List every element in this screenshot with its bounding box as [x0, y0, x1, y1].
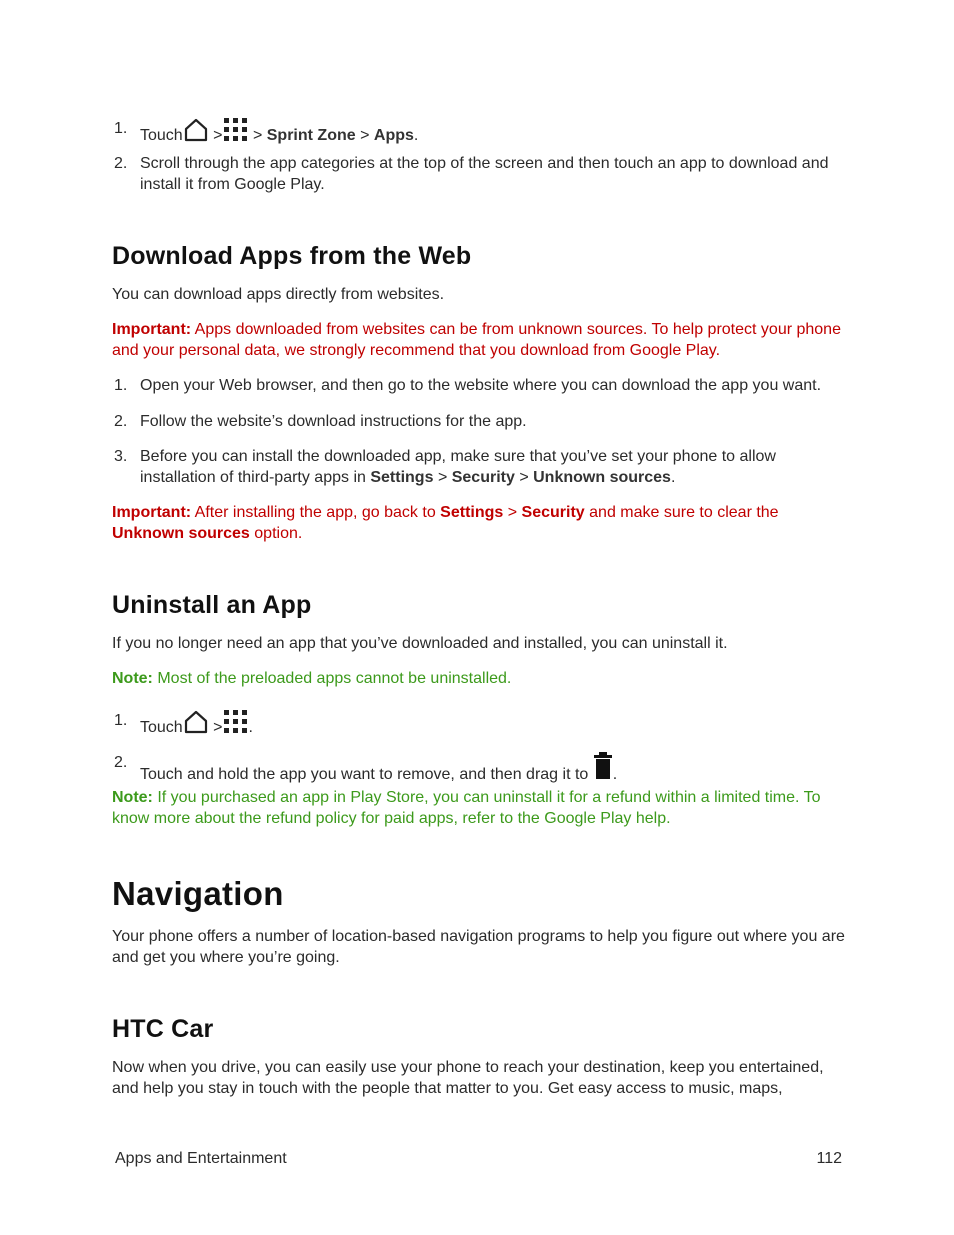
- important-text: Apps downloaded from websites can be from unknown sources. To help protect your phone and your personal data, we strongly recommend that you download from Google Play.: [112, 321, 841, 359]
- note-text: If you purchased an app in Play Store, you can uninstall it for a refund within a limited time. To know more about the refund policy for paid apps, refer to the Google Play help.: [112, 789, 821, 827]
- note-preloaded-apps: [112, 668, 847, 689]
- separator: >: [252, 127, 263, 144]
- sprint-zone-label: Sprint Zone: [266, 127, 356, 144]
- step-number: 1.: [114, 120, 128, 137]
- note-label: Note:: [112, 670, 153, 687]
- footer-chapter-title: Apps and Entertainment: [115, 1150, 287, 1167]
- heading-download-apps-web: Download Apps from the Web: [112, 242, 472, 270]
- unknown-sources-label: Unknown sources: [533, 469, 671, 486]
- navigation-intro: Your phone offers a number of location-based navigation programs to help you figure out where you are and get you where you’re going.: [112, 928, 845, 966]
- note-text: Most of the preloaded apps cannot be uninstalled.: [157, 670, 512, 687]
- manual-page: 1. Touch > > Sprint Zone > Apps. 2. Scroll through the app categories at the top of the screen and then touch an app to download and install it from Google Play. Download Apps from the Web You can download apps directly from websites. Important: Apps downloaded from websites can be from unknown sources. To help protect your phone and your personal data, we strongly recommend that you download from Google Play. 1. Open your Web browser, and then go to the website where you can download the app you want. 2. Follow the website’s download instructions for the app. 3. Before you can install the downloaded app, make sure that you’ve set your phone to allow installation of third-party apps in Settings > Security > Unknown sources. Important: After installing the app, go back to Settings > Security and make sure to clear the Unknown sources option. Uninstall an App If you no longer need an app that you’ve downloaded and installed, you can uninstall it. Note: Most of the preloaded apps cannot be uninstalled. 1. Touch > . 2. Touch and hold the app you want to remove, and then drag it to . Note: If you purchased an app in Play Store, you can uninstall it for a refund within a limited time. To know more about the refund policy for paid apps, refer to the Google Play help. Navigation Your phone offers a number of location-based navigation programs to help you figure out where you are and get you where you’re going. HTC Car Now when you drive, you can easily use your phone to reach your destination, keep you entertained, and help you stay in touch with the people that matter to you. Get easy access to music, maps, Apps and Entertainment 112: [0, 0, 954, 1235]
- home-icon: [183, 710, 209, 740]
- step-number: 3.: [114, 448, 128, 465]
- trash-icon: [593, 752, 613, 786]
- step-number: 1.: [114, 712, 128, 729]
- step-number: 2.: [114, 155, 128, 172]
- step-text: Scroll through the app categories at the top of the screen and then touch an app to download and install it from Google Play.: [140, 155, 829, 193]
- footer-page-number: 112: [816, 1150, 842, 1167]
- separator: >: [437, 469, 448, 486]
- step-text: Open your Web browser, and then go to the website where you can download the app you want.: [140, 377, 822, 394]
- step-text: Follow the website’s download instructions for the app.: [140, 413, 527, 430]
- separator: >: [213, 127, 223, 144]
- download-web-intro: You can download apps directly from websites.: [112, 286, 445, 303]
- step-text-touch: Touch: [140, 127, 183, 144]
- step-number: 2.: [114, 754, 128, 771]
- separator: >: [213, 719, 223, 736]
- security-label: Security: [451, 469, 515, 486]
- heading-uninstall-app: Uninstall an App: [112, 591, 312, 619]
- separator: >: [519, 469, 529, 486]
- important-label: Important:: [112, 321, 192, 338]
- uninstall-intro: If you no longer need an app that you’ve downloaded and installed, you can uninstall it.: [112, 635, 728, 652]
- separator: >: [360, 127, 370, 144]
- security-label: Security: [521, 504, 585, 521]
- note-label: Note:: [112, 789, 153, 806]
- step-text-touch: Touch: [140, 719, 183, 736]
- important-notice-unknown-sources: [112, 319, 847, 361]
- all-apps-grid-icon: [223, 118, 249, 148]
- step-number: 1.: [114, 377, 128, 394]
- heading-htc-car: HTC Car: [112, 1015, 214, 1043]
- apps-label: Apps: [373, 127, 414, 144]
- important-notice-clear-unknown: Important: After installing the app, go back to Settings > Security and make sure to clear the Unknown sources option.: [112, 504, 779, 542]
- separator: >: [507, 504, 518, 521]
- note-refund-policy: [112, 787, 847, 829]
- unknown-sources-label: Unknown sources: [112, 525, 250, 542]
- htc-car-text: Now when you drive, you can easily use your phone to reach your destination, keep you entertained, and help you stay in touch with the people that matter to you. Get easy access to music, maps,: [112, 1059, 824, 1097]
- step-number: 2.: [114, 413, 128, 430]
- settings-label: Settings: [370, 469, 434, 486]
- all-apps-grid-icon: [223, 710, 249, 740]
- important-label: Important:: [112, 504, 192, 521]
- home-icon: [183, 118, 209, 148]
- heading-navigation: Navigation: [112, 875, 284, 912]
- step-text: Touch and hold the app you want to remove, and then drag it to: [140, 766, 589, 783]
- step-text: Before you can install the downloaded app, make sure that you’ve set your phone to allow installation of third-party apps in: [140, 448, 776, 486]
- settings-label: Settings: [440, 504, 504, 521]
